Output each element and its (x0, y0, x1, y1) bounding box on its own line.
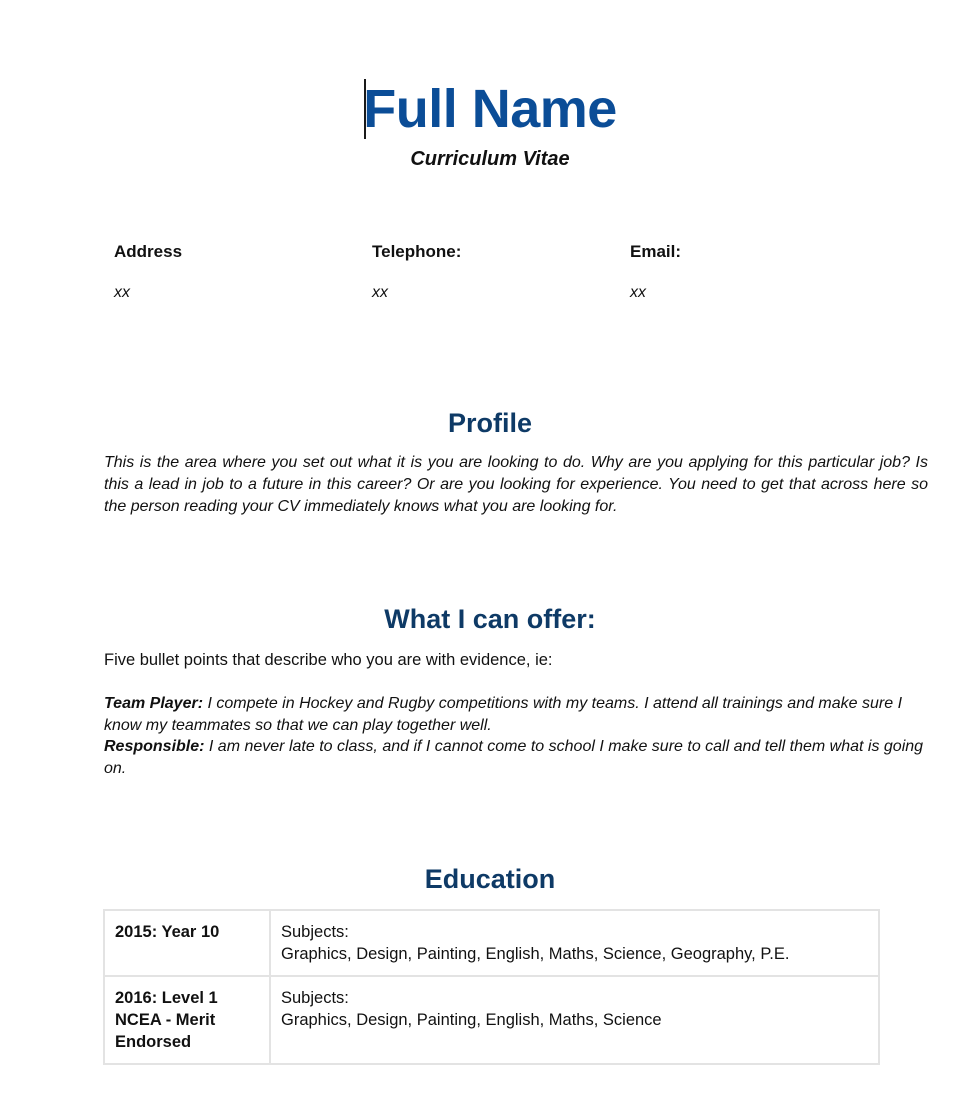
offer-item-title: Team Player: (104, 695, 204, 712)
education-table (103, 909, 880, 1065)
contact-telephone-label[interactable]: Telephone: (372, 242, 462, 261)
contact-address-label[interactable]: Address (114, 242, 183, 261)
profile-text[interactable]: This is the area where you set out what it is you are looking to do. Why are you applying for this particular job? Is this a lead in job to a future in this career? Or are you looking for experience. You need to get that across here so the person reading your CV immediately knows what you are looking for. (104, 454, 928, 515)
contact-address-value[interactable]: xx (114, 284, 130, 301)
contact-email-value[interactable]: xx (630, 284, 646, 301)
education-subjects-cell[interactable] (270, 910, 879, 976)
contact-address (114, 240, 354, 304)
offer-list (104, 693, 928, 779)
contact-email (630, 240, 870, 304)
profile-heading[interactable]: Profile (447, 408, 533, 438)
education-year-cell[interactable]: 2016: Level 1 NCEA - Merit Endorsed (104, 976, 270, 1064)
subjects-list: Graphics, Design, Painting, English, Maths, Science (281, 1011, 662, 1029)
education-subjects-cell[interactable] (270, 976, 879, 1064)
offer-item-title: Responsible: (104, 738, 205, 755)
contact-email-label[interactable]: Email: (630, 242, 682, 261)
subjects-label: Subjects: (281, 923, 349, 941)
offer-item-text: I compete in Hockey and Rugby competitions with my teams. I attend all trainings and make sure I know my teammates so that we can play together well. (104, 695, 903, 734)
contact-telephone-value[interactable]: xx (372, 284, 388, 301)
offer-intro[interactable]: Five bullet points that describe who you are with evidence, ie: (104, 651, 553, 669)
subjects-label: Subjects: (281, 989, 349, 1007)
subjects-list: Graphics, Design, Painting, English, Maths, Science, Geography, P.E. (281, 945, 790, 963)
offer-heading[interactable]: What I can offer: (384, 604, 596, 634)
cv-subtitle[interactable]: Curriculum Vitae (410, 148, 570, 170)
offer-item-team-player[interactable] (104, 693, 928, 736)
education-heading[interactable]: Education (424, 864, 556, 894)
education-year-cell[interactable]: 2015: Year 10 (104, 910, 270, 976)
offer-item-responsible[interactable] (104, 736, 928, 779)
offer-item-text: I am never late to class, and if I cannot come to school I make sure to call and tell them what is going on. (104, 738, 924, 777)
contact-telephone (372, 240, 612, 304)
table-row (104, 976, 879, 1064)
table-row (104, 910, 879, 976)
full-name-title[interactable]: Full Name (363, 79, 617, 139)
